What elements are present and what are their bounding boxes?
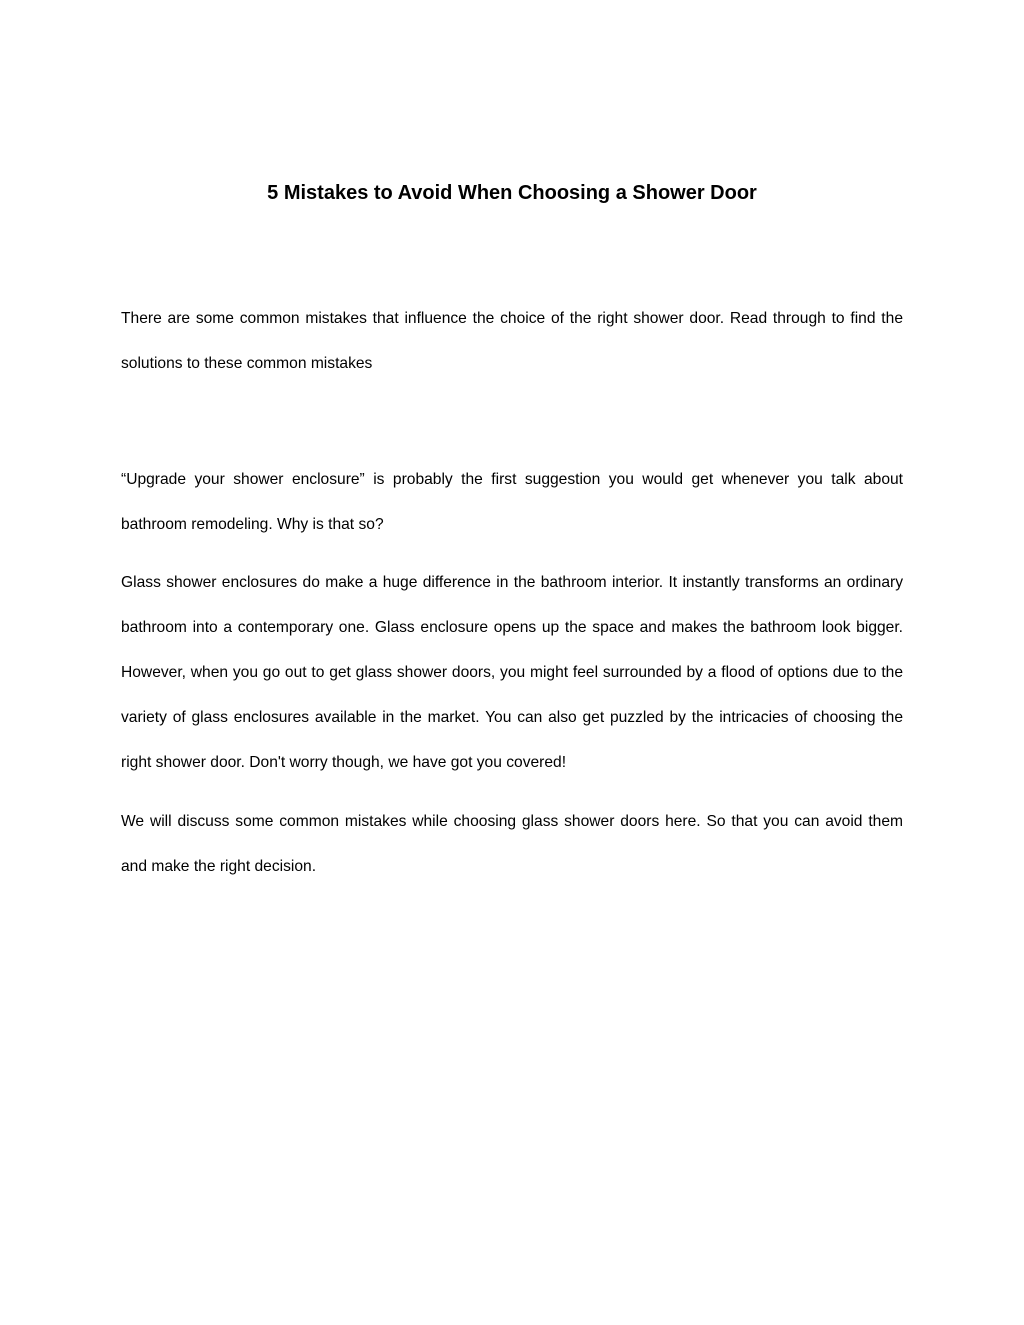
glass-enclosures-paragraph: Glass shower enclosures do make a huge difference in the bathroom interior. It instantly transforms an ordinary bathroom into a contemporary one. Glass enclosure opens up the space and makes the bathroom look bigger. However, when you go out to get glass shower doors, you might feel surrounded by a flood of options due to the variety of glass enclosures available in the market. You can also get puzzled by the intricacies of choosing the right shower door. Don't worry though, we have got you covered! (121, 574, 903, 771)
intro-paragraph: There are some common mistakes that influence the choice of the right shower door. Read through to find the solutions to these common mistakes (121, 310, 903, 372)
discussion-paragraph: We will discuss some common mistakes while choosing glass shower doors here. So that you can avoid them and make the right decision. (121, 813, 903, 875)
document-title: 5 Mistakes to Avoid When Choosing a Shower Door (267, 182, 757, 204)
upgrade-paragraph: “Upgrade your shower enclosure” is probably the first suggestion you would get whenever you talk about bathroom remodeling. Why is that so? (121, 471, 903, 533)
